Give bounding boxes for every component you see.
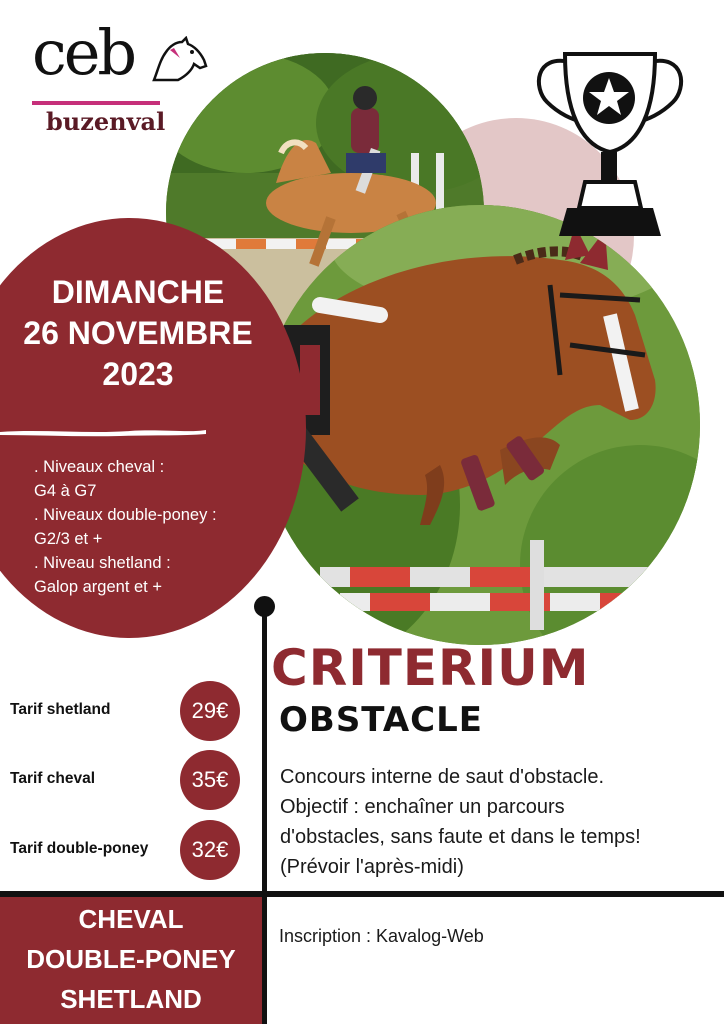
horse-head-icon <box>150 36 210 86</box>
description-line: Objectif : enchaîner un parcours <box>280 796 565 818</box>
inscription-info: Inscription : Kavalog-Web <box>279 926 484 946</box>
price-badge: 32€ <box>180 820 240 880</box>
category-item: SHETLAND <box>60 984 202 1014</box>
logo-underline <box>32 101 160 105</box>
date-day: DIMANCHE <box>51 274 225 310</box>
description-line: Concours interne de saut d'obstacle. <box>280 766 605 788</box>
description-line: (Prévoir l'après-midi) <box>280 856 464 878</box>
price-row-shetland <box>0 681 250 741</box>
photo-horse-jumping <box>260 205 700 645</box>
description-line: d'obstacles, sans faute et dans le temps! <box>280 826 641 848</box>
category-item: CHEVAL <box>78 904 184 934</box>
vertical-divider <box>262 604 267 1024</box>
categories-list <box>0 899 262 1019</box>
price-label: Tarif shetland <box>10 701 111 718</box>
brush-divider <box>0 426 210 438</box>
event-title: CRITERIUM <box>271 639 590 697</box>
level-line: G4 à G7 <box>34 482 97 500</box>
divider-dot <box>254 596 275 617</box>
logo-main-text: ceb <box>32 16 135 89</box>
trophy-icon <box>525 40 695 245</box>
price-label: Tarif cheval <box>10 770 96 787</box>
level-line: . Niveau shetland : <box>34 554 171 572</box>
date-month: 26 NOVEMBRE <box>23 315 253 351</box>
category-item: DOUBLE-PONEY <box>26 944 236 974</box>
event-date <box>0 272 276 395</box>
event-subtitle: OBSTACLE <box>279 700 484 740</box>
price-row-double-poney <box>0 820 250 880</box>
price-badge: 35€ <box>180 750 240 810</box>
level-line: . Niveaux double-poney : <box>34 506 217 524</box>
logo-subtitle: buzenval <box>46 107 166 136</box>
event-description <box>280 762 720 882</box>
price-label: Tarif double-poney <box>10 840 149 857</box>
date-year: 2023 <box>102 356 174 392</box>
level-line: . Niveaux cheval : <box>34 458 165 476</box>
level-line: Galop argent et + <box>34 578 162 596</box>
level-requirements <box>34 455 269 599</box>
price-row-cheval <box>0 750 250 810</box>
level-line: G2/3 et + <box>34 530 103 548</box>
club-logo <box>32 16 187 138</box>
price-badge: 29€ <box>180 681 240 741</box>
